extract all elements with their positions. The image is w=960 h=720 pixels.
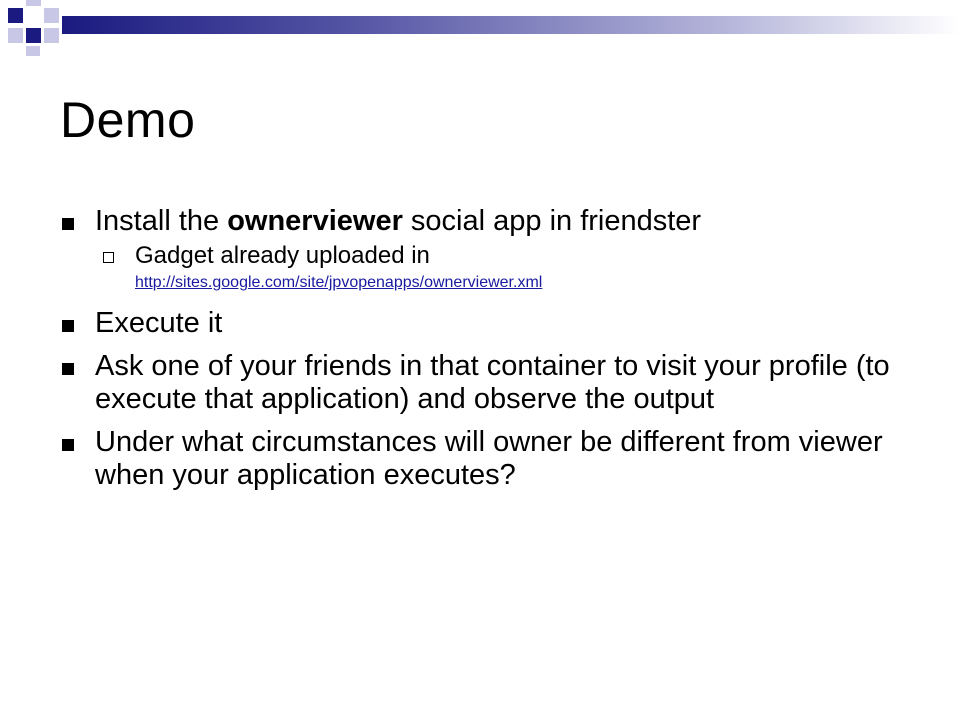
sub-bullet-item — [60, 244, 920, 293]
decor-square-navy — [26, 28, 41, 43]
bullet-list — [60, 205, 920, 502]
bullet-text-suffix: social app in friendster — [402, 205, 702, 237]
bullet-item — [60, 205, 920, 238]
bullet-square-icon — [62, 320, 74, 332]
bullet-square-icon — [62, 363, 74, 375]
gadget-url-link[interactable]: http://sites.google.com/site/jpvopenapps/ownerviewer.xml — [135, 274, 543, 291]
bullet-text-bold: ownerviewer — [227, 205, 403, 237]
hollow-square-bullet-icon — [103, 252, 114, 263]
bullet-item — [60, 426, 920, 492]
bullet-text-prefix: Install the — [95, 205, 228, 237]
decor-square-lavender — [44, 8, 59, 23]
header-decoration — [0, 0, 960, 60]
decor-square-lavender — [8, 28, 23, 43]
decor-square-lavender — [26, 0, 41, 6]
bullet-text: Ask one of your friends in that container to visit your profile (to execute that application) and observe the output — [95, 350, 890, 415]
bullet-item — [60, 307, 920, 340]
decor-square-lavender — [26, 46, 40, 56]
bullet-square-icon — [62, 439, 74, 451]
decor-gradient-bar — [62, 16, 960, 34]
decor-square-lavender — [44, 28, 59, 43]
bullet-item — [60, 350, 920, 416]
decor-square-navy — [8, 8, 23, 23]
bullet-text: Execute it — [95, 307, 223, 339]
slide-title: Demo — [60, 92, 196, 148]
bullet-text: Under what circumstances will owner be different from viewer when your application executes? — [95, 426, 883, 491]
bullet-square-icon — [62, 218, 74, 230]
sub-bullet-text: Gadget already uploaded in — [135, 242, 430, 269]
